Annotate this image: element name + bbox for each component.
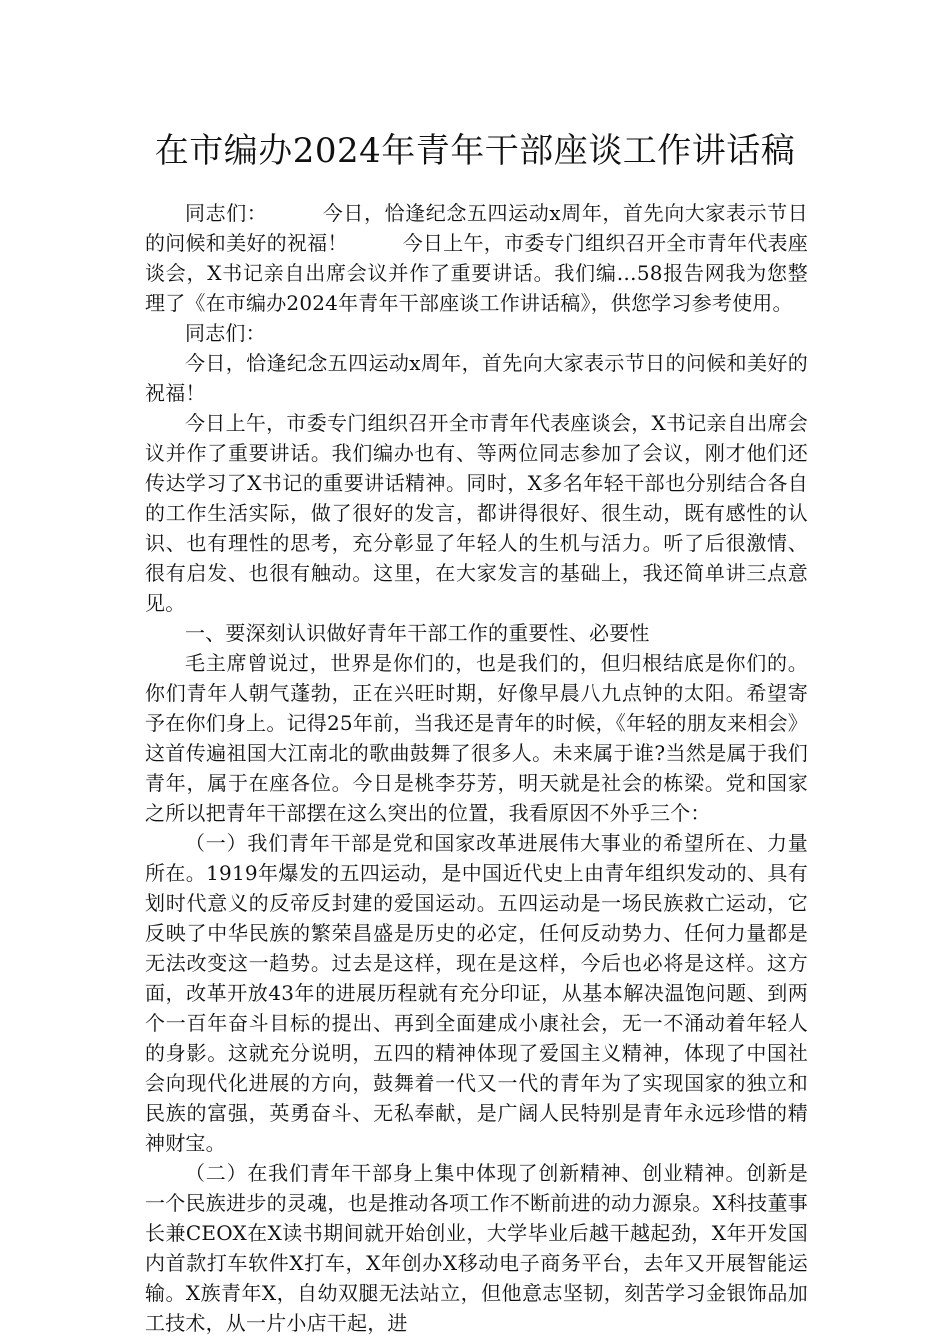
document-body [145,198,808,1338]
section-heading: 一、要深刻认识做好青年干部工作的重要性、必要性 [185,621,650,645]
body-paragraph: 今日，恰逢纪念五四运动x周年，首先向大家表示节日的问候和美好的祝福！ [145,351,808,405]
document-title: 在市编办2024年青年干部座谈工作讲话稿 [154,131,796,171]
body-paragraph: 毛主席曾说过，世界是你们的，也是我们的，但归根结底是你们的。你们青年人朝气蓬勃，正在兴旺时期，好像早晨八九点钟的太阳。希望寄予在你们身上。记得25年前，当我还是青年的时候，《年轻的朋友来相会》这首传遍祖国大江南北的歌曲鼓舞了很多人。未来属于谁?当然是属于我们青年，属于在座各位。今日是桃李芬芳，明天就是社会的栋梁。党和国家之所以把青年干部摆在这么突出的位置，我看原因不外乎三个： [145,651,808,825]
intro-paragraph [145,198,808,318]
body-paragraph: 同志们： [185,321,266,345]
body-paragraph: 今日上午，市委专门组织召开全市青年代表座谈会，X书记亲自出席会议并作了重要讲话。我们编办也有、等两位同志参加了会议，刚才他们还传达学习了X书记的重要讲话精神。同时，X多名年轻干部也分别结合各自的工作生活实际，做了很好的发言，都讲得很好、很生动，既有感性的认识、也有理性的思考，充分彰显了年轻人的生机与活力。听了后很激情、很有启发、也很有触动。这里，在大家发言的基础上，我还简单讲三点意见。 [145,411,808,615]
intro-greeting: 同志们： [185,201,268,225]
intro-line-2: 今日上午，市委专门组织召开全市青年代表座谈会，X书记亲自出席会议并作了重要讲话。我们编…58报告网我为您整理了《在市编办2024年青年干部座谈工作讲话稿》，供您学习参考使用。 [145,231,809,315]
body-paragraph: （一）我们青年干部是党和国家改革进展伟大事业的希望所在、力量所在。1919年爆发的五四运动，是中国近代史上由青年组织发动的、具有划时代意义的反帝反封建的爱国运动。五四运动是一场民族救亡运动，它反映了中华民族的繁荣昌盛是历史的必定，任何反动势力、任何力量都是无法改变这一趋势。过去是这样，现在是这样，今后也必将是这样。这方面，改革开放43年的进展历程就有充分印证，从基本解决温饱问题、到两个一百年奋斗目标的提出、再到全面建成小康社会，无一不涌动着年轻人的身影。这就充分说明，五四的精神体现了爱国主义精神，体现了中国社会向现代化进展的方向，鼓舞着一代又一代的青年为了实现国家的独立和民族的富强，英勇奋斗、无私奉献，是广阔人民特别是青年永远珍惜的精神财宝。 [145,831,808,1155]
intro-line-1: 今日，恰逢纪念五四运动x周年，首先向大家表示节日的问候和美好的祝福！ [145,201,808,255]
body-paragraph: （二）在我们青年干部身上集中体现了创新精神、创业精神。创新是一个民族进步的灵魂，也是推动各项工作不断前进的动力源泉。X科技董事长兼CEOX在X读书期间就开始创业，大学毕业后越干越起劲，X年开发国内首款打车软件X打车，X年创办X移动电子商务平台，去年又开展智能运输。X族青年X，自幼双腿无法站立，但他意志坚韧，刻苦学习金银饰品加工技术，从一片小店干起，进 [145,1161,808,1335]
